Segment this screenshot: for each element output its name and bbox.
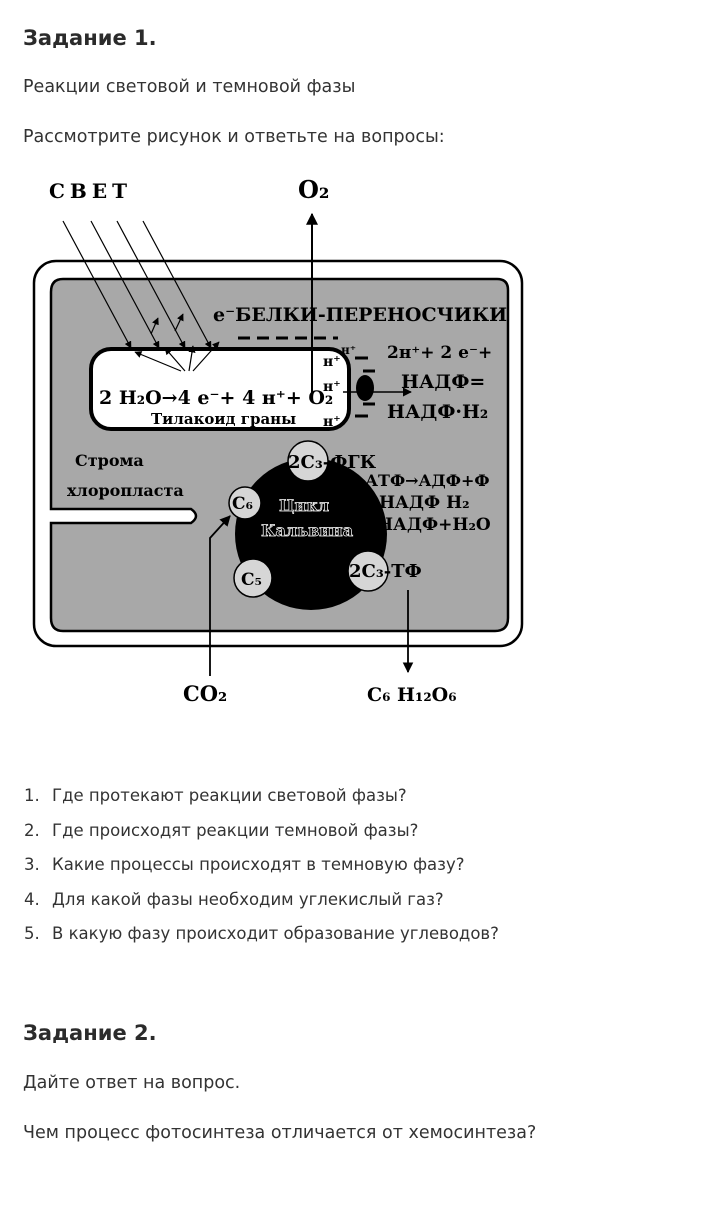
question-text: Где происходят реакции темновой фазы? (52, 820, 419, 840)
task2-title: Задание 2. (23, 1021, 157, 1045)
list-item (24, 888, 499, 923)
question-list (24, 784, 499, 957)
question-number: 5. (24, 924, 40, 943)
question-number: 4. (24, 889, 40, 909)
cycle-label-1: Цикл (279, 496, 330, 515)
task2-question: Чем процесс фотосинтеза отличается от хемосинтеза? (23, 1123, 537, 1143)
nadp-line-3: НАДФ·Н₂ (387, 401, 489, 423)
glucose-label: С₆ Н₁₂О₆ (367, 684, 457, 706)
co2-label: CO₂ (183, 681, 228, 706)
light-label: СВЕТ (49, 179, 132, 203)
fgk-label: 2С₃-ФГК (288, 452, 377, 473)
list-item (24, 784, 499, 819)
thylakoid-label: Тилакоид граны (151, 410, 297, 428)
question-number: 3. (24, 855, 40, 874)
stroma-label-1: Строма (75, 451, 144, 470)
nadp-line-2: НАДФ= (401, 371, 486, 393)
stroma-label-2: хлоропласта (67, 481, 184, 500)
c6-label: С₆ (232, 494, 253, 514)
h-plus-2: н⁺ (323, 379, 341, 395)
question-text: Где протекают реакции световой фазы? (52, 786, 407, 805)
tf-label: 2С₃-ТФ (349, 561, 422, 582)
c5-label: С₅ (241, 570, 262, 590)
nadp-line-1: 2н⁺+ 2 е⁻+ (387, 343, 493, 363)
atp-line-3: НАДФ+Н₂О (377, 515, 491, 535)
task1-instruction: Рассмотрите рисунок и ответьте на вопросы: (23, 127, 445, 147)
question-number: 1. (24, 786, 40, 805)
task2-instruction: Дайте ответ на вопрос. (23, 1073, 241, 1093)
atp-line-1: АТФ→АДФ+Ф (365, 471, 490, 490)
h-plus-1: н⁺ (323, 354, 341, 370)
task1-subtitle: Реакции световой и темновой фазы (23, 77, 356, 97)
question-text: В какую фазу происходит образование углеводов? (52, 924, 499, 943)
carriers-label: е⁻БЕЛКИ-ПЕРЕНОСЧИКИ (213, 304, 508, 326)
task1-title: Задание 1. (23, 26, 157, 50)
o2-top-label: O₂ (298, 175, 330, 204)
equation: 2 H₂O→4 е⁻+ 4 н⁺+ O₂ (99, 387, 334, 409)
atp-line-2: НАДФ Н₂ (379, 493, 470, 513)
question-text: Для какой фазы необходим углекислый газ? (52, 889, 444, 909)
h-plus-4: н⁺ (341, 343, 357, 357)
cycle-label-2: Кальвина (261, 521, 354, 540)
list-item (24, 853, 499, 888)
list-item (24, 922, 499, 957)
question-number: 2. (24, 820, 40, 840)
photosynthesis-diagram (23, 166, 537, 718)
h-plus-3: н⁺ (323, 414, 341, 430)
list-item (24, 819, 499, 854)
question-text: Какие процессы происходят в темновую фазу? (52, 855, 465, 874)
